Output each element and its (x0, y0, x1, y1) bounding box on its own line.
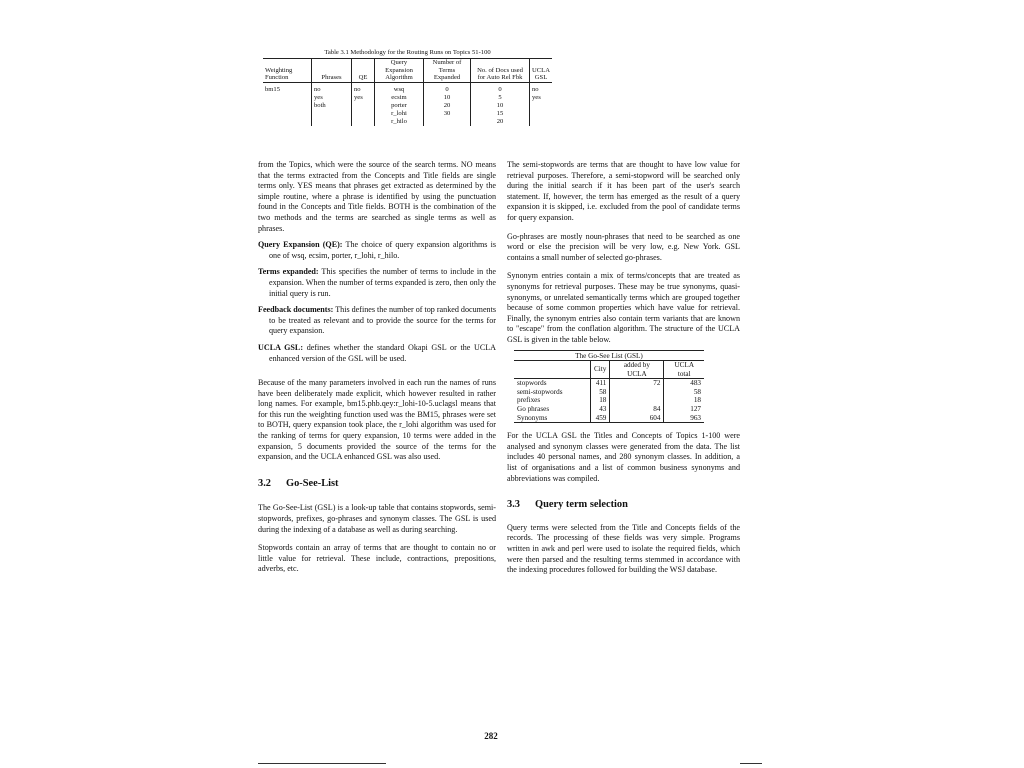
table-cell: bm15 (265, 85, 281, 93)
table-cell (352, 118, 375, 126)
footer-rule (740, 763, 762, 764)
col-header-docs-used: No. of Docs used for Auto Rel Fbk (471, 59, 530, 82)
table-row (263, 94, 552, 102)
col-header: City (591, 361, 610, 379)
table-row (514, 396, 704, 405)
table-cell (610, 396, 664, 405)
col-header (514, 361, 591, 379)
table-caption: Table 3.1 Methodology for the Routing Runs on Topics 51-100 (263, 49, 552, 59)
table-cell: ecsim (375, 94, 424, 102)
row-label: Synonyms (514, 414, 591, 423)
table-cell: 18 (591, 396, 610, 405)
definition-item (258, 343, 496, 364)
paragraph: Go-phrases are mostly noun-phrases that need to be searched as one word or else the precision will be very low, e.g. New York. GSL contains a small number of selected go-phrases. (507, 231, 740, 262)
page-number: 282 (484, 731, 498, 741)
section-heading (507, 500, 740, 511)
row-label: Go phrases (517, 405, 550, 414)
col-header-terms-expanded: Number of Terms Expanded (424, 59, 471, 82)
section-number: 3.2 (258, 477, 271, 489)
table-cell: 459 (591, 414, 610, 423)
table-cell: 18 (664, 396, 704, 405)
table-cell: 10 (471, 102, 530, 110)
col-header: added by UCLA (610, 361, 664, 379)
col-header-ucla-gsl: UCLA GSL (530, 59, 553, 82)
table-cell: 0 (471, 82, 530, 94)
table-cell (352, 110, 375, 118)
table-cell (263, 94, 312, 102)
table-row (263, 118, 552, 126)
col-header-phrases: Phrases (312, 59, 352, 82)
table-cell: 30 (424, 110, 471, 118)
table-row (514, 414, 704, 423)
table-cell: both (312, 102, 352, 110)
table-cell: 10 (424, 94, 471, 102)
table-cell: 127 (664, 405, 704, 414)
table-cell: wsq (375, 82, 424, 94)
definition-term: Terms expanded: (258, 267, 319, 277)
table-cell: porter (375, 102, 424, 110)
definition-list (258, 240, 496, 364)
section-title: Go-See-List (286, 477, 339, 489)
table-cell: 20 (471, 118, 530, 126)
table-cell: yes (530, 94, 553, 102)
section-number: 3.3 (507, 499, 520, 511)
table-cell: yes (312, 94, 352, 102)
paragraph: The Go-See-List (GSL) is a look-up table that contains stopwords, semi-stopwords, prefixes, go-phrases and synonym classes. The GSL is used during the indexing of a database as well as during searching. (258, 503, 496, 534)
table-cell (424, 118, 471, 126)
table-cell: 963 (664, 414, 704, 423)
col-header-query-expansion: Query Expansion Algorithm (375, 59, 424, 82)
col-header-qe: QE (352, 59, 375, 82)
definition-text: The choice of query expansion algorithms is one of wsq, ecsim, porter, r_lohi, r_hilo. (269, 240, 496, 260)
definition-term: UCLA GSL: (258, 342, 304, 352)
paragraph: The semi-stopwords are terms that are thought to have low value for retrieval purposes. Therefore, a semi-stopword will be searched only during the initial search if it has been part of the user's search statement. If, however, the term has emerged as the result of a query expansion it is skipped, i.e. excluded from the pool of candidate terms for query expansion. (507, 160, 740, 222)
section-title: Query term selection (535, 499, 628, 511)
definition-text: This specifies the number of terms to include in the expansion. When the number of terms expanded is zero, then only the initial query is run. (269, 267, 497, 298)
footer-rule (258, 763, 386, 764)
table-cell: 483 (664, 379, 704, 388)
table-cell: r_lohi (375, 110, 424, 118)
gsl-table (514, 350, 704, 424)
definition-item (258, 305, 496, 337)
table-row (263, 102, 552, 110)
table-cell: 411 (591, 379, 610, 388)
table-cell: 58 (664, 388, 704, 397)
paragraph: Query terms were selected from the Title and Concepts fields of the records. The processing of these fields was very simple. Programs written in awk and perl were used to isolate the required fields, which were then parsed and the resulting terms stemmed in accordance with the indexing procedures followed for building the WSJ database. (507, 522, 740, 575)
definition-item (258, 267, 496, 299)
table-row (514, 388, 704, 397)
right-column (507, 160, 740, 576)
row-label: stopwords (517, 379, 547, 388)
table-cell: 604 (610, 414, 664, 423)
table-cell: 58 (591, 388, 610, 397)
table-cell (530, 110, 553, 118)
table-caption: The Go-See List (GSL) (514, 350, 704, 362)
table-cell (263, 118, 312, 126)
table-cell (263, 110, 312, 118)
table-cell: 20 (424, 102, 471, 110)
table-cell: no (312, 82, 352, 94)
paragraph: from the Topics, which were the source of the search terms. NO means that the terms extracted from the Concepts and Title fields are single terms only. YES means that phrases get extracted as determined by the simple routine, where a phrase is identified by using the punctuation found in the Concepts and Title fields. BOTH is the combination of the two methods and the terms are searched as single terms as well as phrases. (258, 160, 496, 233)
paragraph: For the UCLA GSL the Titles and Concepts of Topics 1-100 were analysed and synonym classes were generated from the data. The list includes 40 personal names, and 280 synonym classes. In addition, a list of organisations and a list of common business synonyms and abbreviations was compiled. (507, 431, 740, 483)
definition-item (258, 240, 496, 261)
table-cell (352, 102, 375, 110)
table-cell (312, 110, 352, 118)
definition-text: This defines the number of top ranked documents to be treated as relevant and to provide the source for the terms for query expansion. (269, 305, 496, 336)
table-row (263, 82, 552, 94)
table-row (514, 405, 704, 414)
row-label: semi-stopwords (517, 387, 563, 396)
table-row (263, 110, 552, 118)
table-cell: 72 (610, 379, 664, 388)
table-cell (610, 388, 664, 397)
paragraph: Stopwords contain an array of terms that are thought to contain no or little value for retrieval. These include, contractions, prepositions, adverbs, etc. (258, 543, 496, 574)
table-cell: no (530, 82, 553, 94)
table-row (514, 379, 704, 388)
table-cell: 5 (471, 94, 530, 102)
section-heading (258, 479, 496, 490)
table-cell: yes (352, 94, 375, 102)
definition-term: Query Expansion (QE): (258, 240, 343, 250)
table-cell (530, 118, 553, 126)
paragraph: Synonym entries contain a mix of terms/concepts that are treated as synonyms for retrieval purposes. These may be true synonyms, quasi-synonyms, or unrelated semantically terms which are grouped together because of some common properties which have value for retrieval. Finally, the synonym entries also contain term variants that are known to "escape" from the conflation algorithm. The structure of the UCLA GSL is given in the table below. (507, 271, 740, 344)
table-cell: 15 (471, 110, 530, 118)
table-cell: r_hilo (375, 118, 424, 126)
paragraph: Because of the many parameters involved in each run the names of runs have been deliberately made explicit, which however resulted in rather long names. For example, bm15.phb.qey:r_lohi-10-5.uclagsl means that for this run the weighting function used was the BM15, phrases were set to BOTH, query expansion took place, the r_lohi algorithm was used for the ranking of terms for query expansion, 10 terms were added in the expansion, 5 documents provided the source of the terms for the expansion, and the UCLA enhanced GSL was also used. (258, 378, 496, 462)
table-cell: no (352, 82, 375, 94)
row-label: prefixes (517, 396, 541, 405)
left-column (258, 160, 496, 575)
table-cell: 0 (424, 82, 471, 94)
table-cell: 84 (610, 405, 664, 414)
definition-text: defines whether the standard Okapi GSL or the UCLA enhanced version of the GSL will be used. (269, 342, 497, 363)
col-header: UCLA total (664, 361, 704, 379)
table-cell (312, 118, 352, 126)
col-header-weighting: Weighting Function (263, 59, 312, 82)
methodology-table (263, 49, 552, 140)
table-cell (530, 102, 553, 110)
table-cell (263, 102, 312, 110)
table-cell: 43 (591, 405, 610, 414)
definition-term: Feedback documents: (258, 305, 334, 315)
